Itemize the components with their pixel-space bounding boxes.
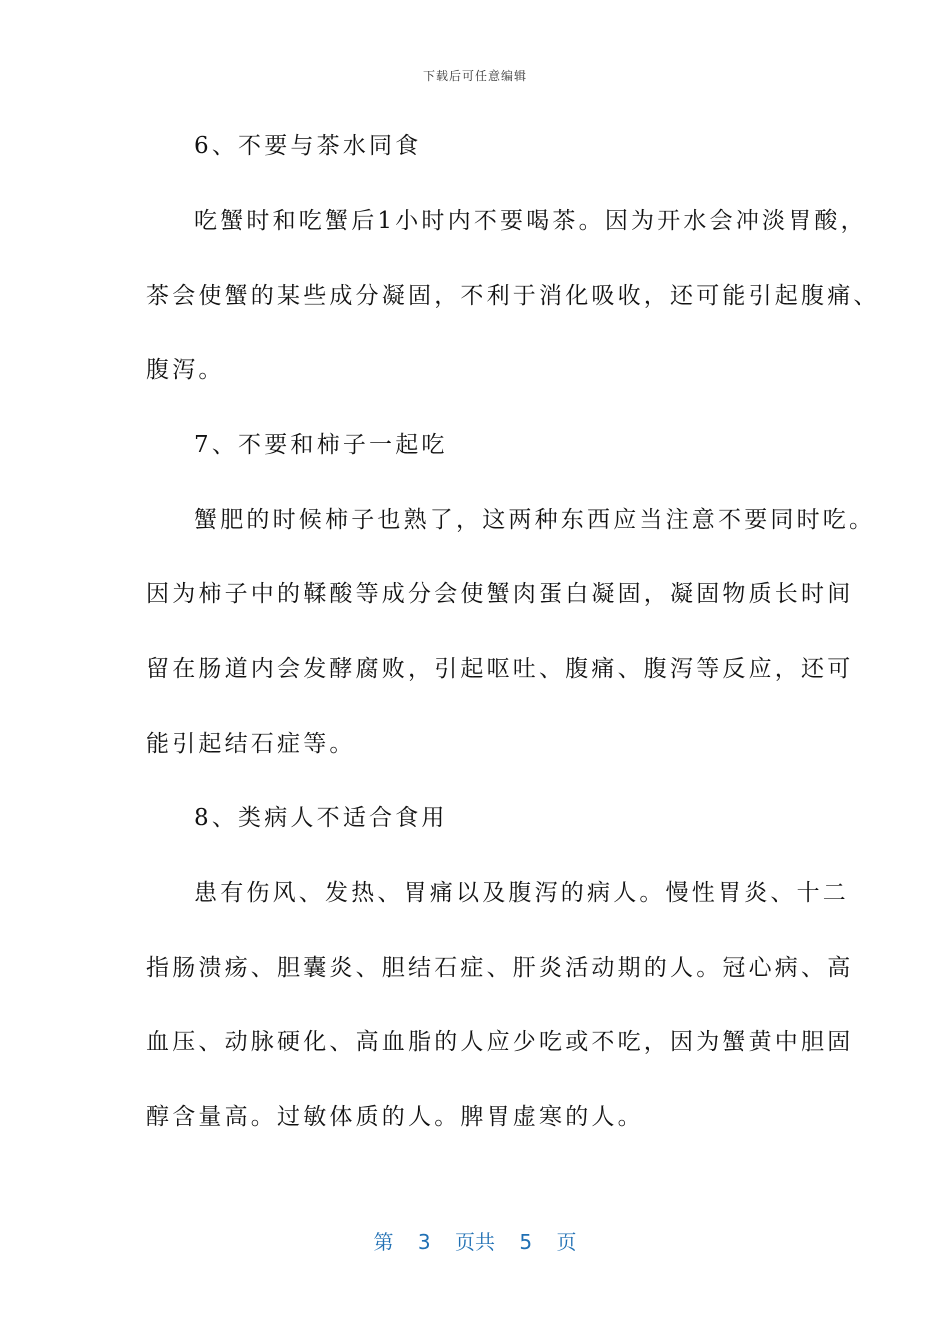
paragraph-line: 吃蟹时和吃蟹后1小时内不要喝茶。因为开水会冲淡胃酸， <box>194 208 867 234</box>
paragraph-line: 蟹肥的时候柿子也熟了，这两种东西应当注意不要同时吃。 <box>194 507 876 533</box>
paragraph-line: 因为柿子中的鞣酸等成分会使蟹肉蛋白凝固，凝固物质长时间 <box>146 581 854 607</box>
footer-prefix: 第 <box>373 1230 394 1254</box>
footer-page-number: 3 <box>417 1230 431 1254</box>
footer-total-pages: 5 <box>519 1230 533 1254</box>
paragraph-line: 腹泻。 <box>146 357 225 383</box>
footer-suffix: 页 <box>556 1230 577 1254</box>
paragraph-line: 患有伤风、发热、胃痛以及腹泻的病人。慢性胃炎、十二 <box>194 880 849 906</box>
paragraph-line: 能引起结石症等。 <box>146 731 356 757</box>
section-heading-8: 8、类病人不适合食用 <box>194 805 448 831</box>
paragraph-line: 茶会使蟹的某些成分凝固，不利于消化吸收，还可能引起腹痛、 <box>146 283 880 309</box>
paragraph-line: 血压、动脉硬化、高血脂的人应少吃或不吃，因为蟹黄中胆固 <box>146 1029 854 1055</box>
page-header: 下载后可任意编辑 <box>422 69 527 83</box>
section-heading-6: 6、不要与茶水同食 <box>194 133 422 159</box>
page-number-footer <box>0 1226 950 1255</box>
paragraph-line: 醇含量高。过敏体质的人。脾胃虚寒的人。 <box>146 1104 644 1130</box>
section-heading-7: 7、不要和柿子一起吃 <box>194 432 448 458</box>
footer-middle: 页共 <box>455 1230 495 1254</box>
paragraph-line: 指肠溃疡、胆囊炎、胆结石症、肝炎活动期的人。冠心病、高 <box>146 955 854 981</box>
paragraph-line: 留在肠道内会发酵腐败，引起呕吐、腹痛、腹泻等反应，还可 <box>146 656 854 682</box>
